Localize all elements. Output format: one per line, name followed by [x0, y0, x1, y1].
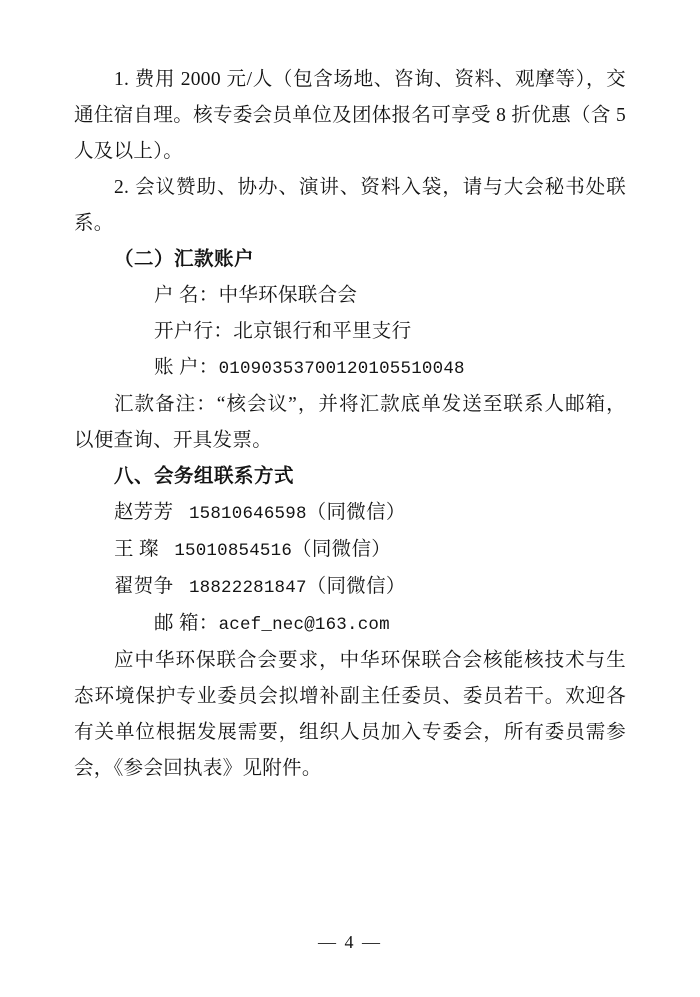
paragraph-fee-item: 1. 费用 2000 元/人（包含场地、咨询、资料、观摩等），交通住宿自理。核专委会员单位及团体报名可享受 8 折优惠（含 5 人及以上）。: [74, 69, 626, 162]
field-account-name-label: 户 名：: [154, 285, 219, 306]
contact-note: （同微信）: [306, 576, 406, 597]
page-number: — 4 —: [318, 932, 382, 952]
field-bank-value: 北京银行和平里支行: [233, 321, 412, 342]
field-account-name-row: [74, 278, 626, 314]
field-account-name-value: 中华环保联合会: [218, 285, 358, 306]
paragraph-remittance-note: 汇款备注：“核会议”，并将汇款底单发送至联系人邮箱，以便查询、开具发票。: [74, 394, 626, 451]
field-bank-row: [74, 314, 626, 350]
contact-phone: 18822281847: [188, 578, 307, 598]
paragraph-closing: 应中华环保联合会要求，中华环保联合会核能核技术与生态环境保护专业委员会拟增补副主任委员、委员若干。欢迎各有关单位根据发展需要，组织人员加入专委会，所有委员需参会，《参会回执表》见附件。: [74, 650, 626, 779]
contact-phone: 15810646598: [188, 504, 307, 524]
section-heading-remittance: （二）汇款账户: [114, 249, 255, 270]
field-account-number-row: [74, 350, 626, 387]
contact-note: （同微信）: [292, 539, 392, 560]
section-heading-contact: 八、会务组联系方式: [114, 466, 295, 487]
field-email-value: acef_nec@163.com: [218, 615, 390, 635]
contact-phone: 15010854516: [174, 541, 293, 561]
contact-note: （同微信）: [306, 502, 406, 523]
field-bank-label: 开户行：: [154, 321, 234, 342]
contact-name: 王 璨: [114, 539, 159, 560]
field-account-number-value: 01090353700120105510048: [218, 359, 465, 379]
contact-row: [74, 495, 626, 532]
contact-row: [74, 569, 626, 606]
contact-row: [74, 532, 626, 569]
contact-name: 翟贺争: [114, 576, 174, 597]
contact-name: 赵芳芳: [114, 502, 174, 523]
field-account-number-label: 账 户：: [154, 357, 219, 378]
paragraph-sponsor-item: 2. 会议赞助、协办、演讲、资料入袋，请与大会秘书处联系。: [74, 177, 626, 234]
field-email-label: 邮 箱：: [154, 613, 219, 634]
field-email-row: [74, 606, 626, 643]
